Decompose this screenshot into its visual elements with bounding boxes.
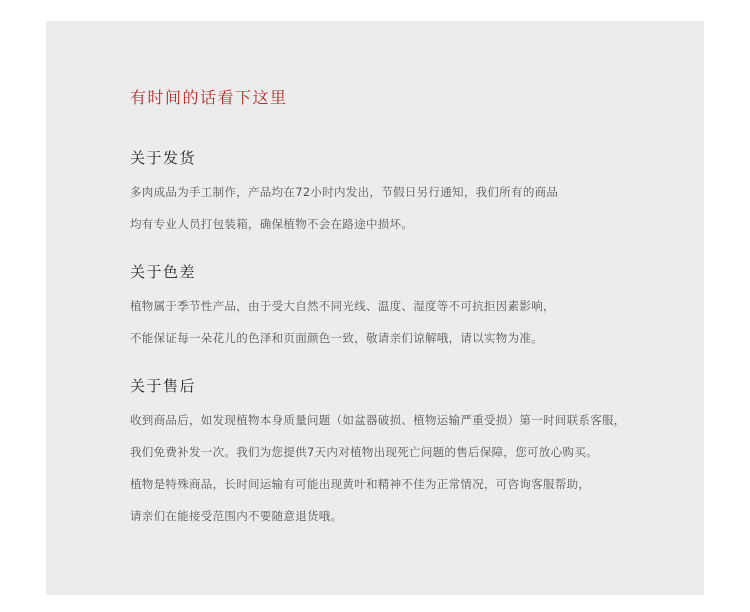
section-title-color-difference: 关于色差 xyxy=(130,263,197,281)
color-difference-text-line: 植物属于季节性产品，由于受大自然不同光线、温度、湿度等不可抗拒因素影响， xyxy=(130,299,555,313)
section-title-shipping: 关于发货 xyxy=(130,149,197,167)
after-sales-text-line: 请亲们在能接受范围内不要随意退货哦。 xyxy=(130,509,343,523)
after-sales-text-line: 植物是特殊商品，长时间运输有可能出现黄叶和精神不佳为正常情况，可咨询客服帮助， xyxy=(130,477,591,491)
shipping-text-line: 多肉成品为手工制作，产品均在72小时内发出，节假日另行通知，我们所有的商品 xyxy=(130,185,559,199)
page-headline: 有时间的话看下这里 xyxy=(130,88,288,107)
color-difference-text-line: 不能保证每一朵花儿的色泽和页面颜色一致，敬请亲们谅解哦，请以实物为准。 xyxy=(130,331,543,345)
after-sales-text-line: 收到商品后，如发现植物本身质量问题（如盆器破损、植物运输严重受损）第一时间联系客服， xyxy=(130,413,626,427)
after-sales-text-line: 我们免费补发一次。我们为您提供7天内对植物出现死亡问题的售后保障，您可放心购买。 xyxy=(130,445,598,459)
shipping-text-line: 均有专业人员打包装箱，确保植物不会在路途中损坏。 xyxy=(130,217,414,231)
section-title-after-sales: 关于售后 xyxy=(130,377,197,395)
notice-panel xyxy=(46,21,704,595)
